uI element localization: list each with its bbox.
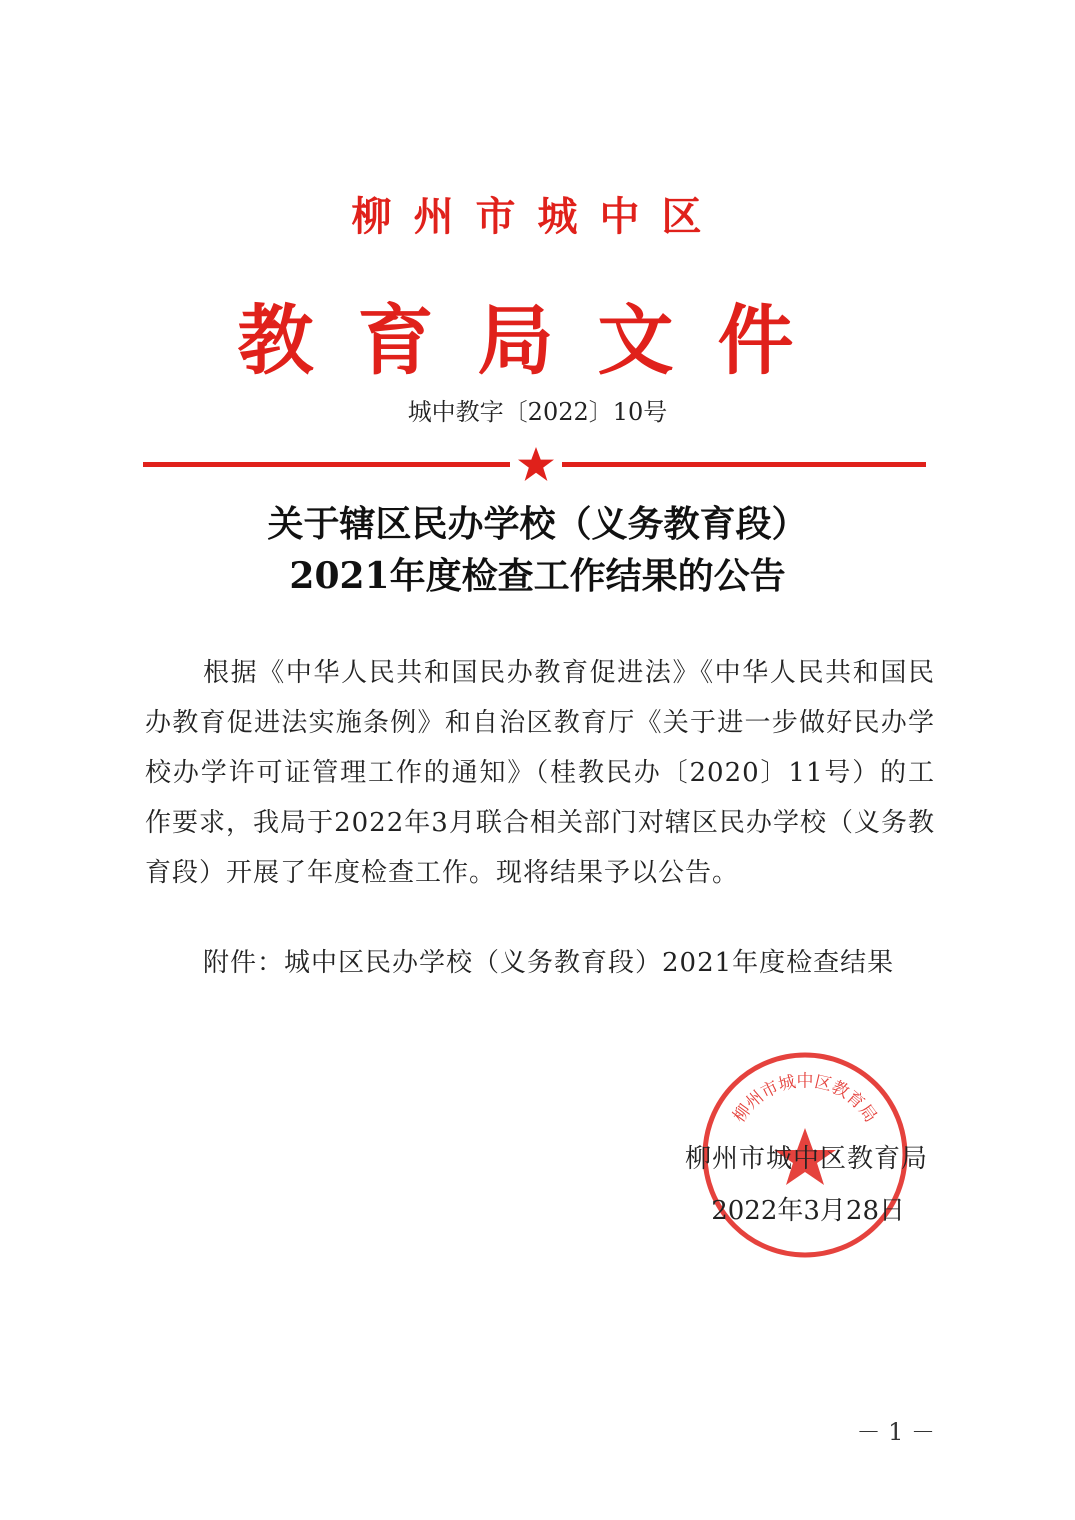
- attachment-line: 附件：城中区民办学校（义务教育段）2021年度检查结果: [203, 948, 895, 978]
- seal-text: 柳州市城中区教育局: [729, 1071, 881, 1127]
- document-title: [0, 498, 1075, 602]
- title-line-1: 关于辖区民办学校（义务教育段）: [267, 503, 808, 545]
- page-number: － 1 －: [856, 1418, 935, 1446]
- body-paragraph: 根据《中华人民共和国民办教育促进法》《中华人民共和国民办教育促进法实施条例》和自治区教育厅《关于进一步做好民办学校办学许可证管理工作的通知》（桂教民办〔2020〕11号）的工作要求，我局于2022年3月联合相关部门对辖区民办学校（义务教育段）开展了年度检查工作。现将结果予以公告。: [145, 658, 935, 888]
- signature-date: 2022年3月28日: [711, 1196, 905, 1226]
- signature-issuer: 柳州市城中区教育局: [684, 1144, 928, 1174]
- header-org-name: 柳州市城中区: [351, 193, 724, 240]
- red-divider-left: [143, 462, 510, 467]
- title-line-2: 2021年度检查工作结果的公告: [289, 555, 786, 597]
- svg-text:柳州市城中区教育局: [729, 1072, 880, 1127]
- star-icon: [516, 445, 556, 485]
- header-doc-type: 教育局文件: [237, 296, 838, 385]
- red-divider-right: [562, 462, 926, 467]
- document-number: 城中教字〔2022〕10号: [407, 398, 668, 426]
